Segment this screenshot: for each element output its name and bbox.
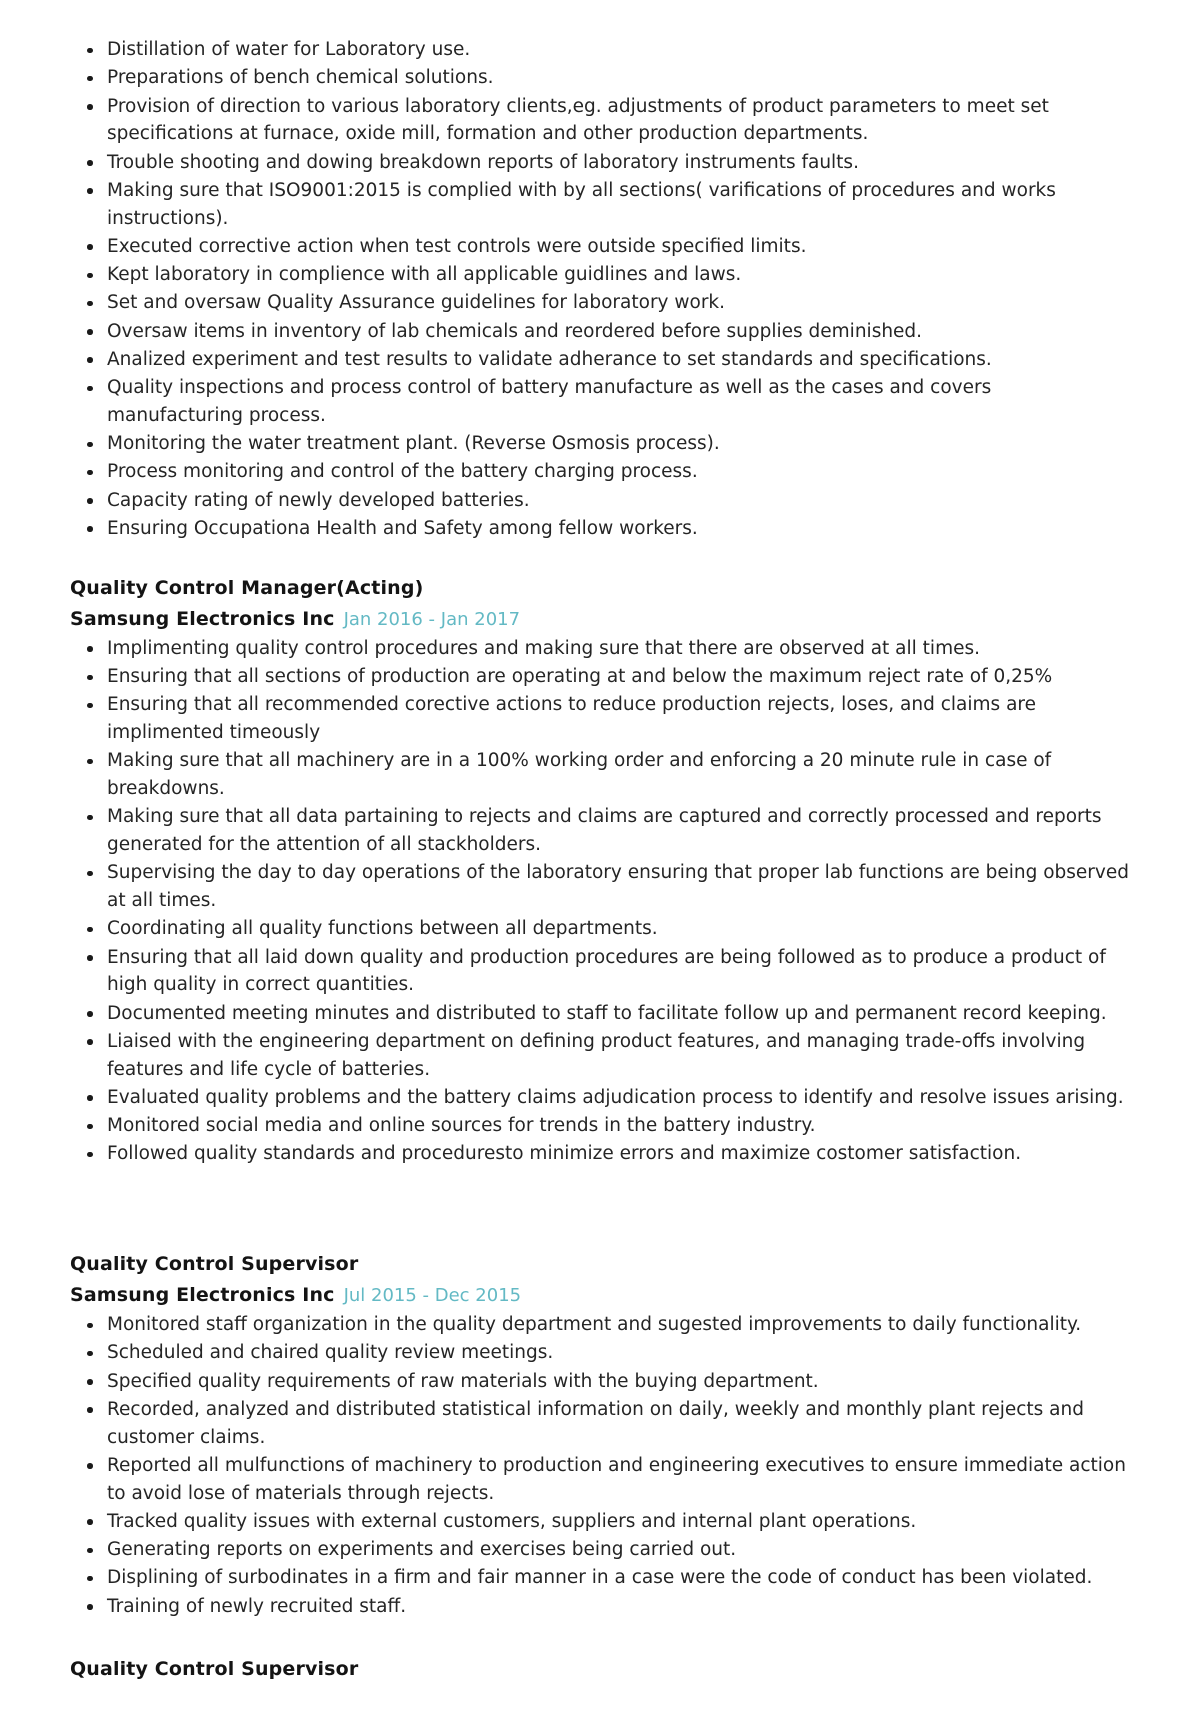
- responsibility-item: Ensuring that all laid down quality and production procedures are being followed as to produce a product of high quality in correct quantities.: [70, 944, 1130, 1000]
- responsibility-item: Implimenting quality control procedures and making sure that there are observed at all times.: [70, 635, 1130, 663]
- responsibility-item: Process monitoring and control of the battery charging process.: [70, 458, 1130, 486]
- responsibility-item: Oversaw items in inventory of lab chemicals and reordered before supplies deminished.: [70, 318, 1130, 346]
- responsibility-item: Monitored staff organization in the quality department and sugested improvements to daily functionality.: [70, 1311, 1130, 1339]
- responsibility-item: Trouble shooting and dowing breakdown reports of laboratory instruments faults.: [70, 149, 1130, 177]
- responsibility-item: Monitoring the water treatment plant. (Reverse Osmosis process).: [70, 430, 1130, 458]
- responsibility-item: Followed quality standards and proceduresto minimize errors and maximize costomer satisfaction.: [70, 1140, 1130, 1168]
- responsibility-item: Ensuring that all sections of production are operating at and below the maximum reject rate of 0,25%: [70, 663, 1130, 691]
- responsibility-item: Making sure that all machinery are in a 100% working order and enforcing a 20 minute rule in case of breakdowns.: [70, 747, 1130, 803]
- responsibility-item: Kept laboratory in complience with all applicable guidlines and laws.: [70, 261, 1130, 289]
- company-line: [70, 1283, 1130, 1308]
- responsibility-item: Ensuring Occupationa Health and Safety among fellow workers.: [70, 515, 1130, 543]
- responsibility-item: Quality inspections and process control of battery manufacture as well as the cases and covers manufacturing process.: [70, 374, 1130, 430]
- responsibility-list: [70, 1311, 1130, 1620]
- responsibility-item: Coordinating all quality functions between all departments.: [70, 915, 1130, 943]
- responsibility-list: [70, 635, 1130, 1168]
- job-dates: Jan 2016 - Jan 2017: [343, 609, 521, 631]
- responsibility-item: Monitored social media and online sources for trends in the battery industry.: [70, 1112, 1130, 1140]
- responsibility-list: [70, 36, 1130, 543]
- responsibility-item: Provision of direction to various laboratory clients,eg. adjustments of product parameters to meet set specifications at furnace, oxide mill, formation and other production departments.: [70, 93, 1130, 149]
- responsibility-item: Evaluated quality problems and the battery claims adjudication process to identify and resolve issues arising.: [70, 1084, 1130, 1112]
- responsibility-item: Distillation of water for Laboratory use.: [70, 36, 1130, 64]
- job-dates: Jul 2015 - Dec 2015: [343, 1285, 522, 1307]
- job-title: Quality Control Manager(Acting): [70, 576, 424, 599]
- company-line: [70, 607, 1130, 632]
- responsibility-item: Training of newly recruited staff.: [70, 1593, 1130, 1621]
- responsibility-item: Documented meeting minutes and distributed to staff to facilitate follow up and permanent record keeping.: [70, 1000, 1130, 1028]
- responsibility-item: Analized experiment and test results to validate adherance to set standards and specifications.: [70, 346, 1130, 374]
- responsibility-item: Set and oversaw Quality Assurance guidelines for laboratory work.: [70, 289, 1130, 317]
- experience-section-quality-control-manager: [70, 577, 1130, 1169]
- responsibility-item: Displining of surbodinates in a firm and fair manner in a case were the code of conduct has been violated.: [70, 1564, 1130, 1592]
- section-spacer: [70, 1169, 1130, 1219]
- job-title: Quality Control Supervisor: [70, 1658, 359, 1681]
- responsibility-item: Making sure that all data partaining to rejects and claims are captured and correctly processed and reports generated for the attention of all stackholders.: [70, 803, 1130, 859]
- experience-section-continued: [70, 36, 1130, 543]
- responsibility-item: Preparations of bench chemical solutions.: [70, 64, 1130, 92]
- responsibility-item: Specified quality requirements of raw materials with the buying department.: [70, 1368, 1130, 1396]
- responsibility-item: Scheduled and chaired quality review meetings.: [70, 1339, 1130, 1367]
- responsibility-item: Ensuring that all recommended corective actions to reduce production rejects, loses, and claims are implimented timeously: [70, 691, 1130, 747]
- responsibility-item: Reported all mulfunctions of machinery to production and engineering executives to ensure immediate action to avoid lose of materials through rejects.: [70, 1452, 1130, 1508]
- responsibility-item: Executed corrective action when test controls were outside specified limits.: [70, 233, 1130, 261]
- experience-section-quality-control-supervisor-next: [70, 1658, 1130, 1682]
- responsibility-item: Capacity rating of newly developed batteries.: [70, 487, 1130, 515]
- responsibility-item: Liaised with the engineering department on defining product features, and managing trade-offs involving features and life cycle of batteries.: [70, 1028, 1130, 1084]
- company-name: Samsung Electronics Inc: [70, 1284, 335, 1307]
- responsibility-item: Generating reports on experiments and exercises being carried out.: [70, 1536, 1130, 1564]
- responsibility-item: Recorded, analyzed and distributed statistical information on daily, weekly and monthly plant rejects and customer claims.: [70, 1396, 1130, 1452]
- job-title: Quality Control Supervisor: [70, 1252, 359, 1275]
- experience-section-quality-control-supervisor: [70, 1253, 1130, 1621]
- company-name: Samsung Electronics Inc: [70, 608, 335, 631]
- responsibility-item: Supervising the day to day operations of the laboratory ensuring that proper lab functions are being observed at all times.: [70, 859, 1130, 915]
- responsibility-item: Making sure that ISO9001:2015 is complied with by all sections( varifications of procedures and works instructions).: [70, 177, 1130, 233]
- responsibility-item: Tracked quality issues with external customers, suppliers and internal plant operations.: [70, 1508, 1130, 1536]
